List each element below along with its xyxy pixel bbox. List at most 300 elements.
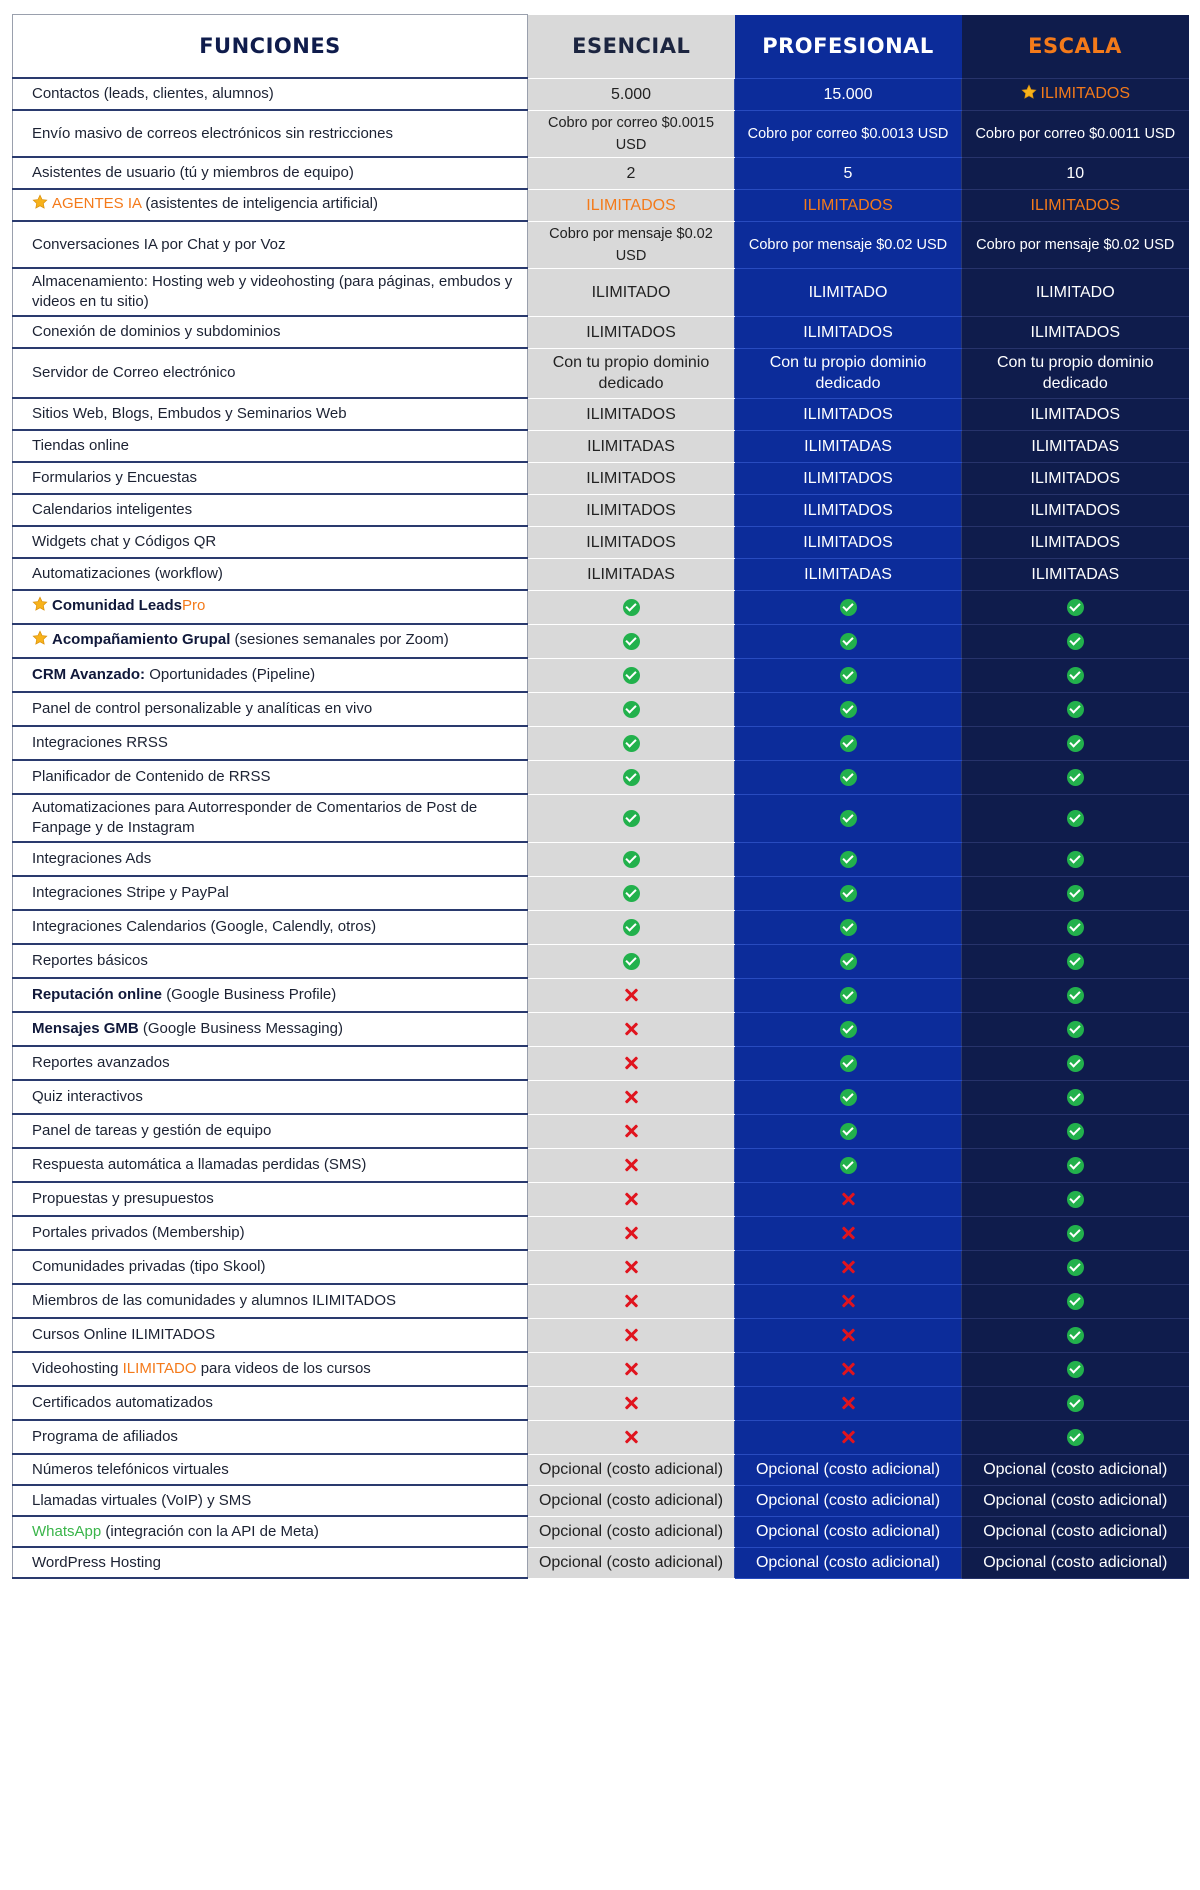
plan-cell-esencial xyxy=(528,221,735,268)
plan-cell-esencial xyxy=(528,558,735,590)
plan-cell-profesional xyxy=(735,910,962,944)
feature-label xyxy=(13,1182,528,1216)
plan-cell-escala xyxy=(962,590,1189,624)
feature-label-text: Envío masivo de correos electrónicos sin restricciones xyxy=(32,124,393,142)
table-row xyxy=(13,189,1189,221)
feature-label-text: Llamadas virtuales (VoIP) y SMS xyxy=(32,1491,252,1509)
feature-label-text: Calendarios inteligentes xyxy=(32,501,193,518)
plan-cell-value: ILIMITADOS xyxy=(1030,196,1120,214)
plan-cell-profesional xyxy=(735,1352,962,1386)
plan-cell-value: Con tu propio dominio dedicado xyxy=(996,354,1154,392)
feature-label-text: Oportunidades (Pipeline) xyxy=(149,666,316,683)
feature-label-text: Servidor de Correo electrónico xyxy=(32,364,236,381)
star-icon xyxy=(32,596,48,618)
plan-cell-value: Opcional (costo adicional) xyxy=(755,1554,941,1571)
plan-cell-value: ILIMITADOS xyxy=(1040,84,1130,102)
feature-label-text: Asistentes de usuario (tú y miembros de equipo) xyxy=(32,164,354,181)
feature-label xyxy=(13,526,528,558)
check-icon xyxy=(623,599,640,616)
check-icon xyxy=(1067,919,1084,936)
plan-cell-value: ILIMITADOS xyxy=(586,469,676,487)
plan-cell-profesional xyxy=(735,1284,962,1318)
plan-cell-value: 2 xyxy=(626,164,636,182)
plan-cell-esencial xyxy=(528,944,735,978)
feature-label-text: Reportes avanzados xyxy=(32,1054,170,1071)
header-features: FUNCIONES xyxy=(13,15,528,79)
feature-label xyxy=(13,1046,528,1080)
plan-cell-escala xyxy=(962,842,1189,876)
plan-cell-value: ILIMITADOS xyxy=(803,501,893,519)
table-row xyxy=(13,462,1189,494)
plan-cell-value: ILIMITADAS xyxy=(1031,437,1120,455)
plan-cell-escala xyxy=(962,1318,1189,1352)
feature-label-text: Programa de afiliados xyxy=(32,1428,178,1445)
plan-cell-profesional xyxy=(735,110,962,157)
feature-label xyxy=(13,910,528,944)
plan-cell-escala xyxy=(962,157,1189,189)
plan-cell-value: Cobro por mensaje $0.02 USD xyxy=(976,236,1175,253)
plan-cell-profesional xyxy=(735,1148,962,1182)
table-row xyxy=(13,944,1189,978)
plan-cell-escala xyxy=(962,398,1189,430)
cross-icon xyxy=(841,1226,855,1240)
plan-cell-value: ILIMITADOS xyxy=(803,469,893,487)
plan-cell-value: ILIMITADAS xyxy=(804,565,892,583)
plan-cell-esencial xyxy=(528,316,735,348)
feature-rows xyxy=(13,78,1189,1578)
table-row xyxy=(13,692,1189,726)
plan-cell-value: Con tu propio dominio dedicado xyxy=(552,354,710,392)
plan-cell-profesional xyxy=(735,558,962,590)
plan-cell-profesional xyxy=(735,430,962,462)
plan-cell-esencial xyxy=(528,1012,735,1046)
feature-label xyxy=(13,978,528,1012)
plan-cell-profesional xyxy=(735,157,962,189)
plan-cell-value: ILIMITADOS xyxy=(586,405,676,423)
plan-cell-esencial xyxy=(528,110,735,157)
plan-cell-value: 5 xyxy=(843,164,853,182)
feature-label-text: Integraciones Calendarios (Google, Calendly, otros) xyxy=(32,918,377,935)
plan-cell-value: ILIMITADOS xyxy=(586,196,676,214)
plan-cell-escala xyxy=(962,624,1189,658)
cross-icon xyxy=(841,1328,855,1342)
feature-label-text: Integraciones Ads xyxy=(32,850,152,867)
check-icon xyxy=(1067,851,1084,868)
feature-label xyxy=(13,316,528,348)
plan-cell-value: Opcional (costo adicional) xyxy=(983,1554,1168,1571)
feature-label xyxy=(13,1250,528,1284)
cross-icon xyxy=(624,1022,638,1036)
plan-cell-value: Opcional (costo adicional) xyxy=(755,1492,941,1509)
plan-cell-value: Opcional (costo adicional) xyxy=(983,1461,1168,1478)
check-icon xyxy=(840,885,857,902)
feature-label-text: Portales privados (Membership) xyxy=(32,1224,245,1241)
table-row xyxy=(13,1284,1189,1318)
feature-label xyxy=(13,794,528,842)
feature-label-text: Almacenamiento: Hosting web y videohosting (para páginas, embudos y videos en tu sitio) xyxy=(32,273,513,310)
table-row xyxy=(13,430,1189,462)
plan-cell-esencial xyxy=(528,794,735,842)
plan-cell-value: Opcional (costo adicional) xyxy=(538,1523,724,1540)
plan-cell-profesional xyxy=(735,692,962,726)
feature-label-text: Formularios y Encuestas xyxy=(32,469,198,486)
plan-cell-escala xyxy=(962,910,1189,944)
plan-cell-escala xyxy=(962,1420,1189,1454)
feature-label-text: Conversaciones IA por Chat y por Voz xyxy=(32,235,286,253)
check-icon xyxy=(623,667,640,684)
feature-label-text: Propuestas y presupuestos xyxy=(32,1190,214,1207)
check-icon xyxy=(1067,1191,1084,1208)
check-icon xyxy=(1067,667,1084,684)
table-row xyxy=(13,590,1189,624)
cross-icon xyxy=(841,1294,855,1308)
check-icon xyxy=(1067,1259,1084,1276)
plan-cell-escala xyxy=(962,1114,1189,1148)
plan-cell-value: ILIMITADO xyxy=(591,283,671,301)
plan-cell-profesional xyxy=(735,624,962,658)
feature-label xyxy=(13,157,528,189)
feature-label-text: Integraciones Stripe y PayPal xyxy=(32,884,229,901)
feature-label xyxy=(13,1284,528,1318)
feature-label xyxy=(13,1352,528,1386)
table-row xyxy=(13,110,1189,157)
plan-cell-escala xyxy=(962,1352,1189,1386)
feature-label-text: (sesiones semanales por Zoom) xyxy=(234,631,449,648)
plan-cell-escala xyxy=(962,348,1189,398)
plan-cell-esencial xyxy=(528,1485,735,1516)
plan-cell-escala xyxy=(962,189,1189,221)
plan-cell-esencial xyxy=(528,1182,735,1216)
table-row xyxy=(13,1080,1189,1114)
check-icon xyxy=(840,1021,857,1038)
check-icon xyxy=(623,769,640,786)
check-icon xyxy=(840,1123,857,1140)
plan-cell-profesional xyxy=(735,842,962,876)
check-icon xyxy=(840,810,857,827)
table-row xyxy=(13,157,1189,189)
feature-label-text: WhatsApp xyxy=(32,1522,102,1540)
check-icon xyxy=(1067,1021,1084,1038)
star-icon xyxy=(32,630,48,652)
table-row xyxy=(13,842,1189,876)
check-icon xyxy=(1067,1293,1084,1310)
table-row xyxy=(13,1182,1189,1216)
check-icon xyxy=(1067,1327,1084,1344)
feature-label xyxy=(13,1148,528,1182)
feature-label-text: Comunidad Leads xyxy=(52,597,183,614)
star-icon xyxy=(1021,84,1037,106)
feature-label xyxy=(13,110,528,157)
plan-cell-value: ILIMITADAS xyxy=(587,437,675,455)
plan-cell-escala xyxy=(962,1516,1189,1547)
cross-icon xyxy=(624,1260,638,1274)
check-icon xyxy=(623,851,640,868)
check-icon xyxy=(1067,1089,1084,1106)
plan-cell-profesional xyxy=(735,462,962,494)
feature-label-text: Panel de tareas y gestión de equipo xyxy=(32,1122,272,1139)
table-row xyxy=(13,398,1189,430)
feature-label-text: Sitios Web, Blogs, Embudos y Seminarios Web xyxy=(32,405,347,422)
feature-label-text: Números telefónicos virtuales xyxy=(32,1460,229,1478)
feature-label-text: Reportes básicos xyxy=(32,952,148,969)
table-row xyxy=(13,876,1189,910)
table-row xyxy=(13,1148,1189,1182)
plan-cell-escala xyxy=(962,1485,1189,1516)
feature-label xyxy=(13,1216,528,1250)
table-row xyxy=(13,1485,1189,1516)
header-plan-escala: ESCALA xyxy=(962,15,1189,79)
plan-cell-escala xyxy=(962,462,1189,494)
plan-cell-value: Opcional (costo adicional) xyxy=(538,1492,724,1509)
plan-cell-esencial xyxy=(528,1284,735,1318)
table-row xyxy=(13,316,1189,348)
feature-label xyxy=(13,944,528,978)
check-icon xyxy=(623,919,640,936)
feature-label xyxy=(13,78,528,110)
feature-label xyxy=(13,842,528,876)
feature-label-text: Panel de control personalizable y analíticas en vivo xyxy=(32,700,373,717)
cross-icon xyxy=(624,1056,638,1070)
feature-label xyxy=(13,1114,528,1148)
plan-cell-profesional xyxy=(735,590,962,624)
table-row xyxy=(13,558,1189,590)
table-row xyxy=(13,1547,1189,1578)
plan-cell-profesional xyxy=(735,794,962,842)
plan-cell-escala xyxy=(962,1080,1189,1114)
plan-cell-value: ILIMITADOS xyxy=(1030,501,1120,519)
plan-cell-profesional xyxy=(735,1516,962,1547)
table-row xyxy=(13,658,1189,692)
plan-cell-profesional xyxy=(735,1318,962,1352)
plan-cell-escala xyxy=(962,1216,1189,1250)
plan-cell-esencial xyxy=(528,1114,735,1148)
check-icon xyxy=(1067,633,1084,650)
feature-label-text: WordPress Hosting xyxy=(32,1553,161,1571)
plan-cell-value: ILIMITADOS xyxy=(803,533,893,551)
cross-icon xyxy=(624,1192,638,1206)
feature-label-text: Comunidades privadas (tipo Skool) xyxy=(32,1258,266,1275)
plan-cell-esencial xyxy=(528,78,735,110)
plan-cell-escala xyxy=(962,558,1189,590)
cross-icon xyxy=(624,1226,638,1240)
plan-cell-escala xyxy=(962,1454,1189,1485)
feature-label-text: (Google Business Messaging) xyxy=(142,1020,343,1037)
cross-icon xyxy=(624,1328,638,1342)
header-plan-profesional: PROFESIONAL xyxy=(735,15,962,79)
feature-label-text: Integraciones RRSS xyxy=(32,734,168,751)
plan-cell-profesional xyxy=(735,398,962,430)
cross-icon xyxy=(624,1090,638,1104)
feature-label-text: para videos de los cursos xyxy=(196,1360,371,1377)
plan-cell-esencial xyxy=(528,876,735,910)
plan-cell-esencial xyxy=(528,1046,735,1080)
plan-cell-profesional xyxy=(735,1485,962,1516)
plan-cell-esencial xyxy=(528,1318,735,1352)
feature-label xyxy=(13,348,528,398)
plan-cell-value: Con tu propio dominio dedicado xyxy=(769,354,927,392)
plan-cell-value: ILIMITADO xyxy=(1035,283,1115,301)
table-row xyxy=(13,1420,1189,1454)
feature-label xyxy=(13,1547,528,1578)
plan-cell-esencial xyxy=(528,1516,735,1547)
check-icon xyxy=(840,735,857,752)
check-icon xyxy=(840,1055,857,1072)
plan-cell-profesional xyxy=(735,268,962,316)
plan-cell-esencial xyxy=(528,1454,735,1485)
check-icon xyxy=(1067,769,1084,786)
check-icon xyxy=(1067,1429,1084,1446)
plan-cell-escala xyxy=(962,876,1189,910)
plan-cell-esencial xyxy=(528,430,735,462)
plan-cell-esencial xyxy=(528,760,735,794)
feature-label-text: Automatizaciones (workflow) xyxy=(32,565,223,582)
feature-label-text: Videohosting xyxy=(32,1360,123,1377)
plan-cell-value: Cobro por correo $0.0015 USD xyxy=(547,114,715,153)
cross-icon xyxy=(841,1192,855,1206)
check-icon xyxy=(840,701,857,718)
feature-label xyxy=(13,221,528,268)
plan-cell-esencial xyxy=(528,1148,735,1182)
plan-cell-escala xyxy=(962,268,1189,316)
plan-cell-value: Opcional (costo adicional) xyxy=(983,1492,1168,1509)
plan-cell-value: 5.000 xyxy=(610,85,652,103)
plan-cell-value: ILIMITADAS xyxy=(1031,565,1120,583)
plan-cell-escala xyxy=(962,526,1189,558)
table-row xyxy=(13,978,1189,1012)
plan-cell-escala xyxy=(962,430,1189,462)
plan-cell-escala xyxy=(962,1012,1189,1046)
plan-cell-esencial xyxy=(528,692,735,726)
star-icon xyxy=(32,194,48,216)
table-row xyxy=(13,268,1189,316)
feature-label-text: Automatizaciones para Autorresponder de Comentarios de Post de Fanpage y de Instagram xyxy=(32,799,478,836)
feature-label-text: (asistentes de inteligencia artificial) xyxy=(145,195,378,212)
plan-cell-escala xyxy=(962,726,1189,760)
feature-label-text: (Google Business Profile) xyxy=(166,986,337,1003)
check-icon xyxy=(1067,1157,1084,1174)
check-icon xyxy=(840,769,857,786)
plan-cell-value: ILIMITADOS xyxy=(586,323,676,341)
plan-cell-escala xyxy=(962,1046,1189,1080)
cross-icon xyxy=(624,1396,638,1410)
plan-cell-value: ILIMITADOS xyxy=(586,533,676,551)
check-icon xyxy=(1067,1225,1084,1242)
feature-label xyxy=(13,1318,528,1352)
plan-cell-value: Opcional (costo adicional) xyxy=(538,1554,724,1571)
plan-cell-escala xyxy=(962,1386,1189,1420)
feature-label xyxy=(13,1420,528,1454)
plan-cell-escala xyxy=(962,1547,1189,1578)
table-row xyxy=(13,1216,1189,1250)
check-icon xyxy=(1067,1395,1084,1412)
cross-icon xyxy=(841,1396,855,1410)
plan-cell-esencial xyxy=(528,526,735,558)
plan-cell-profesional xyxy=(735,978,962,1012)
feature-label-text: Widgets chat y Códigos QR xyxy=(32,533,217,550)
plan-cell-escala xyxy=(962,692,1189,726)
feature-label xyxy=(13,494,528,526)
table-row xyxy=(13,1012,1189,1046)
plan-cell-value: ILIMITADOS xyxy=(803,196,893,214)
check-icon xyxy=(1067,885,1084,902)
check-icon xyxy=(1067,987,1084,1004)
table-row xyxy=(13,1250,1189,1284)
plan-cell-value: ILIMITADOS xyxy=(803,323,893,341)
plan-cell-value: ILIMITADO xyxy=(808,283,888,301)
feature-label xyxy=(13,430,528,462)
plan-cell-esencial xyxy=(528,1420,735,1454)
plan-cell-value: 15.000 xyxy=(823,85,873,103)
plan-cell-esencial xyxy=(528,1080,735,1114)
plan-cell-value: Cobro por correo $0.0013 USD xyxy=(747,125,949,142)
check-icon xyxy=(840,987,857,1004)
feature-label-text: Miembros de las comunidades y alumnos ILIMITADOS xyxy=(32,1292,397,1309)
plan-cell-profesional xyxy=(735,1386,962,1420)
feature-label xyxy=(13,268,528,316)
plan-cell-esencial xyxy=(528,398,735,430)
plan-cell-profesional xyxy=(735,189,962,221)
feature-label-text: Tiendas online xyxy=(32,437,130,454)
plan-cell-profesional xyxy=(735,494,962,526)
check-icon xyxy=(1067,953,1084,970)
plan-cell-profesional xyxy=(735,1216,962,1250)
plan-cell-profesional xyxy=(735,1547,962,1578)
feature-label xyxy=(13,692,528,726)
plan-cell-value: Cobro por mensaje $0.02 USD xyxy=(549,225,713,264)
table-row xyxy=(13,1114,1189,1148)
plan-cell-value: ILIMITADOS xyxy=(1030,469,1120,487)
plan-cell-profesional xyxy=(735,316,962,348)
plan-cell-value: ILIMITADOS xyxy=(1030,405,1120,423)
feature-label-text: ILIMITADO xyxy=(122,1360,197,1377)
plan-cell-profesional xyxy=(735,760,962,794)
plan-cell-profesional xyxy=(735,348,962,398)
cross-icon xyxy=(624,1294,638,1308)
pricing-comparison-table-wrapper xyxy=(12,14,1188,1579)
plan-cell-escala xyxy=(962,1284,1189,1318)
feature-label xyxy=(13,1454,528,1485)
plan-cell-value: Opcional (costo adicional) xyxy=(755,1461,941,1478)
table-row xyxy=(13,1318,1189,1352)
plan-cell-value: Opcional (costo adicional) xyxy=(538,1461,724,1478)
plan-cell-esencial xyxy=(528,978,735,1012)
table-row xyxy=(13,1046,1189,1080)
plan-cell-profesional xyxy=(735,1420,962,1454)
plan-cell-profesional xyxy=(735,726,962,760)
cross-icon xyxy=(624,1430,638,1444)
plan-cell-profesional xyxy=(735,876,962,910)
check-icon xyxy=(623,735,640,752)
plan-cell-esencial xyxy=(528,1216,735,1250)
plan-cell-escala xyxy=(962,221,1189,268)
feature-label-text: Contactos (leads, clientes, alumnos) xyxy=(32,85,274,102)
feature-label xyxy=(13,658,528,692)
table-row xyxy=(13,78,1189,110)
check-icon xyxy=(623,953,640,970)
plan-cell-profesional xyxy=(735,526,962,558)
plan-cell-profesional xyxy=(735,78,962,110)
plan-cell-esencial xyxy=(528,1386,735,1420)
plan-cell-profesional xyxy=(735,1114,962,1148)
plan-cell-value: Opcional (costo adicional) xyxy=(983,1523,1168,1540)
plan-cell-escala xyxy=(962,944,1189,978)
feature-label xyxy=(13,1012,528,1046)
feature-label xyxy=(13,189,528,221)
header-plan-esencial: ESENCIAL xyxy=(528,15,735,79)
table-row xyxy=(13,760,1189,794)
feature-label xyxy=(13,1485,528,1516)
plan-cell-profesional xyxy=(735,1454,962,1485)
